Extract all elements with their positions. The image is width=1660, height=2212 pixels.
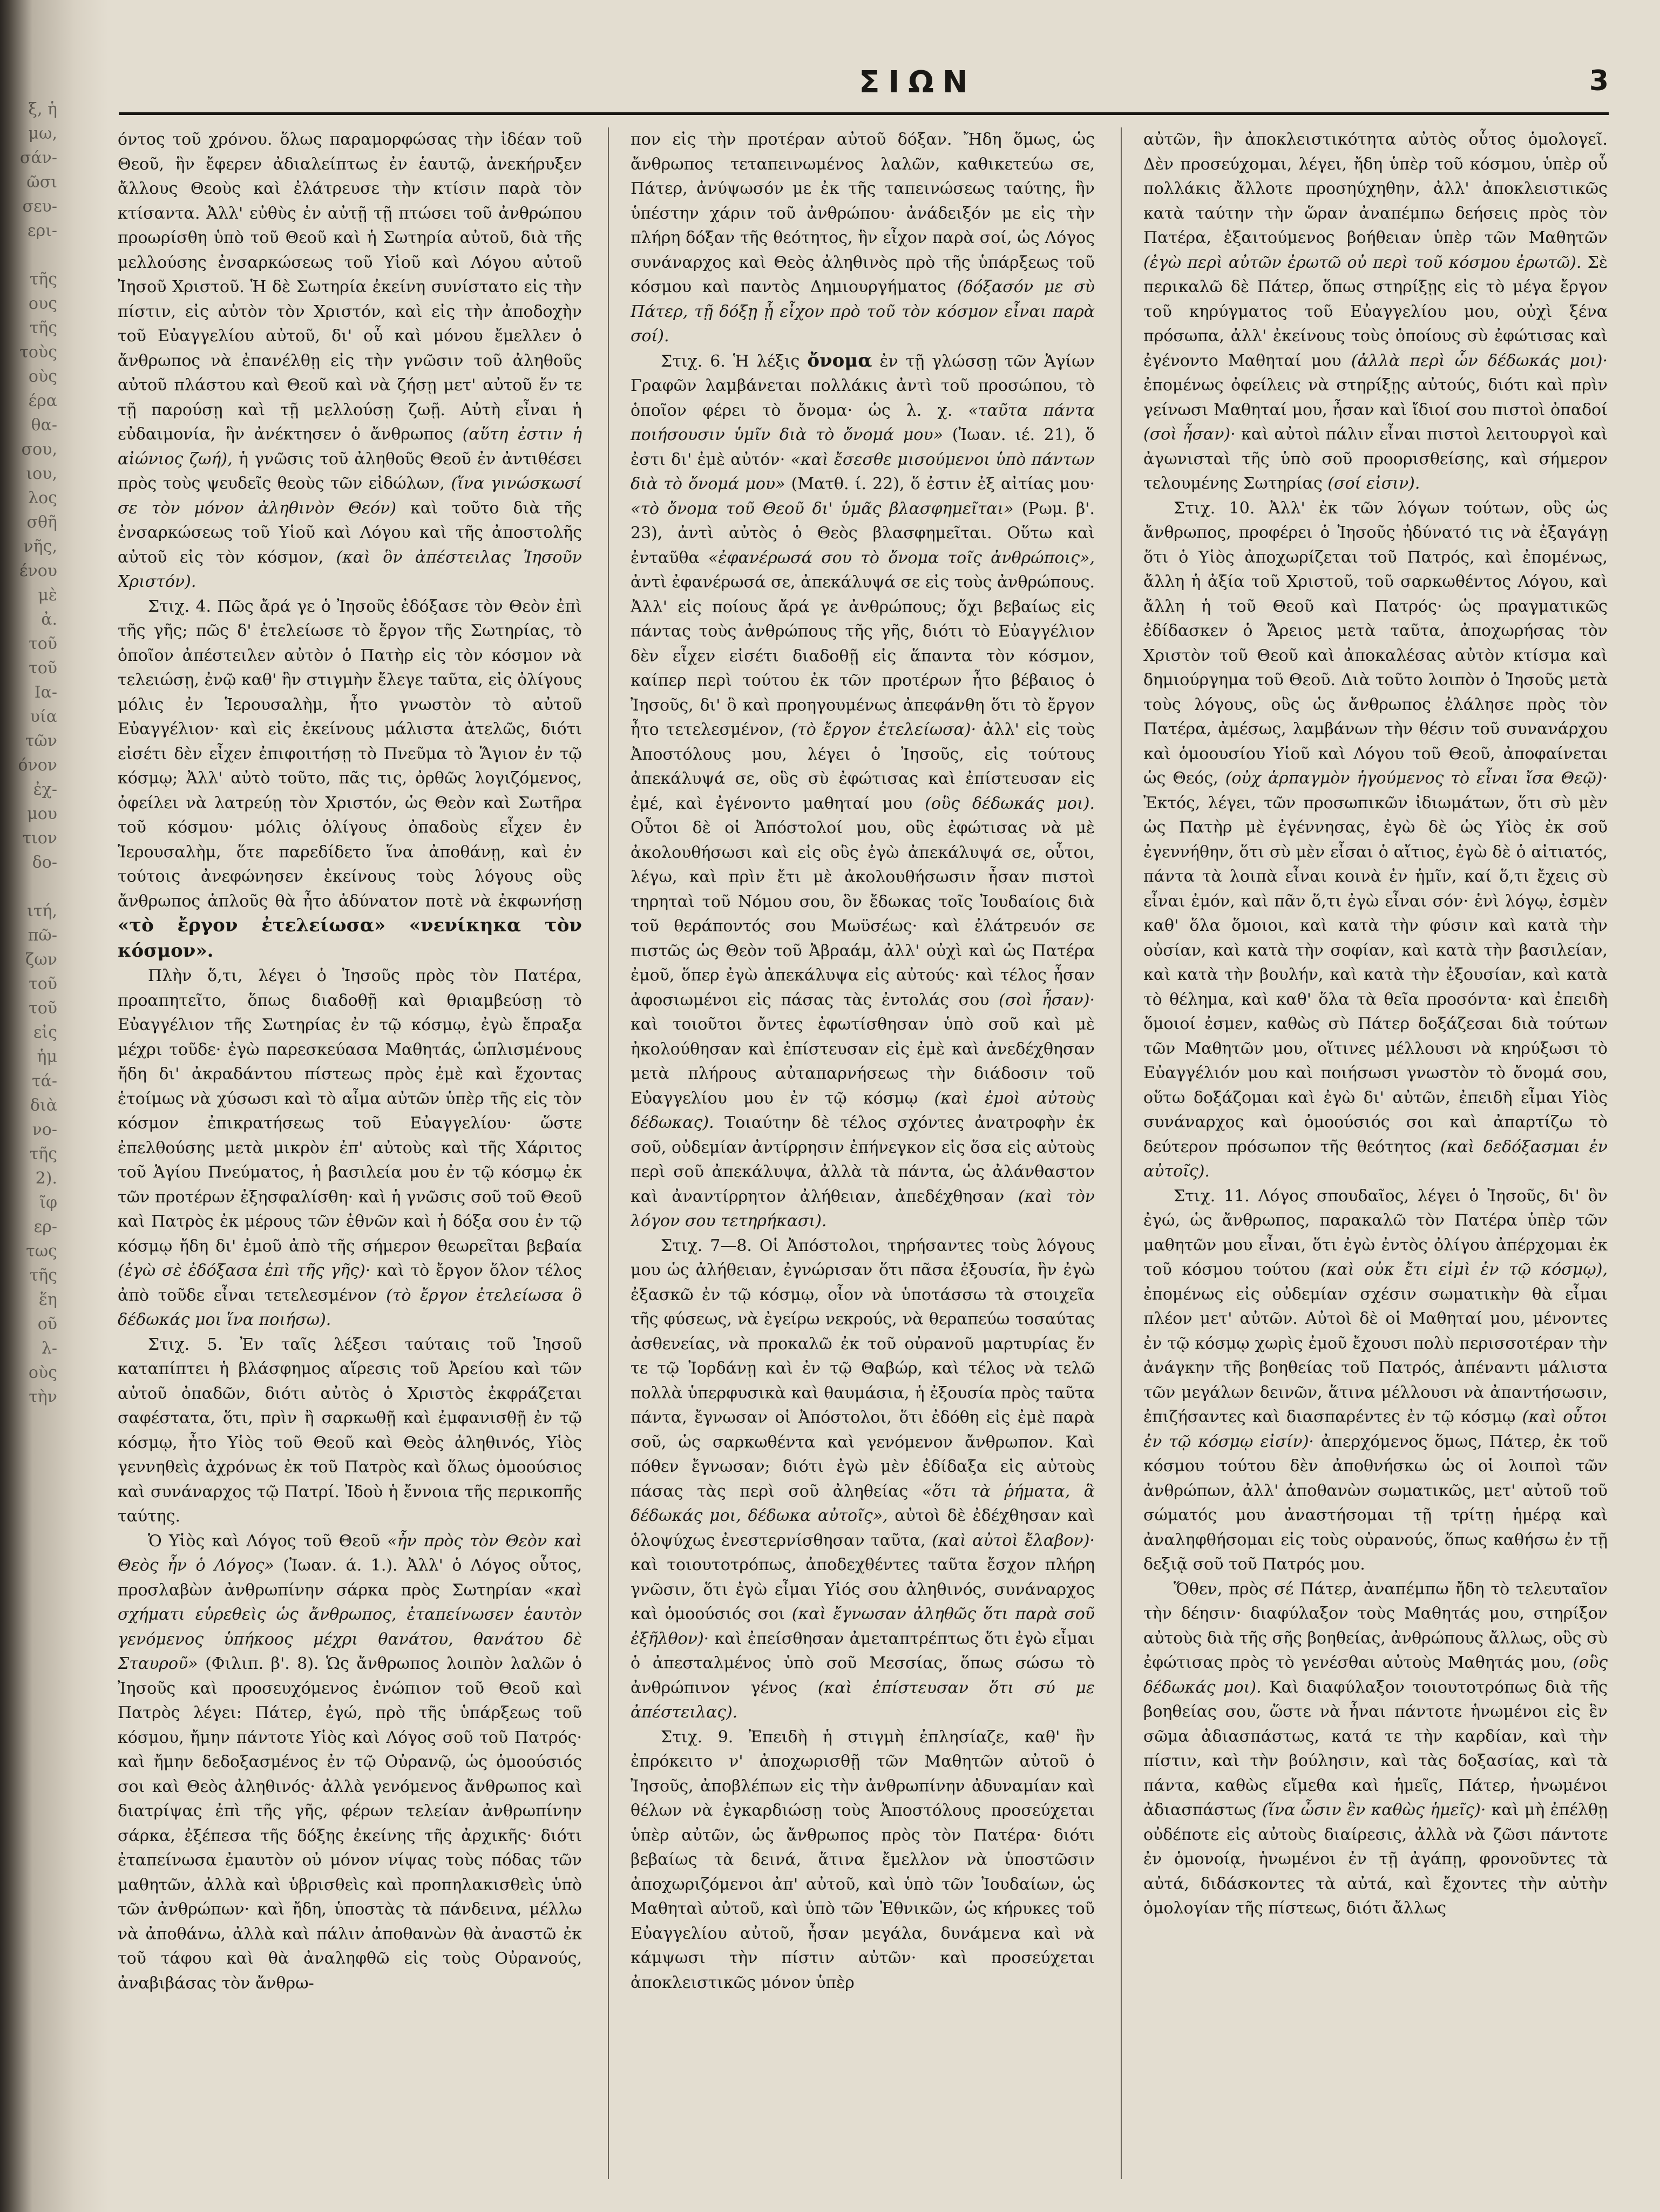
page-number: 3 [1589,65,1609,97]
previous-page-edge [0,0,59,2212]
column-2 [631,127,1095,2190]
column-divider [1121,127,1122,2179]
paragraph: Στιχ. 6. Ἡ λέξις ὄνομα ἐν τῇ γλώσσῃ τῶν Ἁγίων Γραφῶν λαμβάνεται πολλάκις ἀντὶ τοῦ προσώπου, τὸ ὁποῖον φέρει τὸ ὄνομα· ὡς λ. χ. «ταῦτα πάντα ποιήσουσιν ὑμῖν διὰ τὸ ὄνομά μου» (Ἰωαν. ιέ. 21), ὅ ἐστι δι' ἐμὲ αὐτόν· «καὶ ἔσεσθε μισούμενοι ὑπὸ πάντων διὰ τὸ ὄνομά μου» (Ματθ. ί. 22), ὅ ἐστιν ἐξ αἰτίας μου· «τὸ ὄνομα τοῦ Θεοῦ δι' ὑμᾶς βλασφημεῖται» (Ρωμ. β'. 23), ἀντὶ αὐτὸς ὁ Θεὸς βλασφημεῖται. Οὕτω καὶ ἐνταῦθα «ἐφανέρωσά σου τὸ ὄνομα τοῖς ἀνθρώποις», ἀντὶ ἐφανέρωσά σε, ἀπεκάλυψά σε εἰς τοὺς ἀνθρώπους. Ἀλλ' εἰς ποίους ἄρά γε ἀνθρώπους; ὄχι βεβαίως εἰς πάντας τοὺς ἀνθρώπους τῆς γῆς, διότι τὸ Εὐαγγέλιον δὲν εἶχεν εἰσέτι διαδοθῇ εἰς ἅπαντα τὸν κόσμον, καίπερ περὶ τούτου ἐκ τῶν προτέρων ἦτο βέβαιος ὁ Ἰησοῦς, δι' ὃ καὶ προηγουμένως ἀπεφάνθη ὅτι τὸ ἔργον ἦτο τετελεσμένον, (τὸ ἔργον ἐτελείωσα)· ἀλλ' εἰς τοὺς Ἀποστόλους μου, λέγει ὁ Ἰησοῦς, εἰς τούτους ἀπεκάλυψά σε, οὓς σὺ ἐφώτισας καὶ ἐπίστευσαν εἰς ἐμέ, καὶ ἐγένοντο μαθηταί μου (οὓς δέδωκάς μοι). Οὗτοι δὲ οἱ Ἀπόστολοί μου, οὓς ἐφώτισας νὰ μὲ ἀκολουθήσωσι καὶ εἰς οὓς ἐγὼ ἀπεκάλυψά σε, οὗτοι, λέγω, καὶ πρὶν ἔτι μὲ ἀκολουθήσωσιν ἦσαν πιστοὶ τηρηταὶ τοῦ Νόμου σου, ὃν ἔδωκας τοῖς Ἰουδαίοις διὰ τοῦ θεράποντός σου Μωϋσέως· καὶ ἐλάτρευόν σε πιστῶς ὡς Θεὸν τοῦ Ἀβραάμ, ἀλλ' οὐχὶ καὶ ὡς Πατέρα ἐμοῦ, ὅπερ ἐγὼ ἀπεκάλυψα εἰς αὐτούς· καὶ τέλος ἦσαν ἀφοσιωμένοι εἰς πάσας τὰς ἐντολάς σου (σοὶ ἦσαν)· καὶ τοιοῦτοι ὄντες ἐφωτίσθησαν ὑπὸ σοῦ καὶ μὲ ἠκολούθησαν καὶ ἐπίστευσαν εἰς ἐμὲ καὶ ἀνεδέχθησαν μετὰ πλήρους αὐταπαρνήσεως τὴν διάδοσιν τοῦ Εὐαγγελίου μου ἐν τῷ κόσμῳ (καὶ ἐμοὶ αὐτοὺς δέδωκας). Τοιαύτην δὲ τέλος σχόντες ἀνατροφὴν ἐκ σοῦ, οὐδεμίαν ἀντίρρησιν ἐπήνεγκον εἰς ὅσα εἰς αὐτοὺς περὶ σοῦ ἀπεκάλυψα, ἀλλὰ τὰ πάντα, ὡς ἀλάνθαστον καὶ ἀναντίρρητον ἀλήθειαν, ἀπεδέχθησαν (καὶ τὸν λόγον σου τετηρήκασι). [631,349,1095,1230]
newspaper-title: ΣΙΩΝ [859,65,977,100]
paragraph: πον εἰς τὴν προτέραν αὐτοῦ δόξαν. Ἤδη ὅμως, ὡς ἄνθρωπος τεταπεινωμένος λαλῶν, καθικετεύω σε, Πάτερ, ἀνύψωσόν με ἐκ τῆς ταπεινώσεως ταύτης, ἣν ὑπέστην χάριν τοῦ ἀνθρώπου· ἀνάδειξόν με εἰς τὴν πλήρη δόξαν τῆς θεότητος, ἣν εἶχον παρὰ σοί, ὡς Λόγος συνάναρχος καὶ Θεὸς ἀληθινὸς πρὸ τῆς ὑπάρξεως τοῦ κόσμου καὶ παντὸς Δημιουργήματος (δόξασόν με σὺ Πάτερ, τῇ δόξῃ ᾗ εἶχον πρὸ τοῦ τὸν κόσμον εἶναι παρὰ σοί). [631,130,1095,346]
paragraph: Ὅθεν, πρὸς σέ Πάτερ, ἀναπέμπω ἤδη τὸ τελευταῖον τὴν δέησιν· διαφύλαξον τοὺς Μαθητάς μου, στηρίξον αὐτοὺς διὰ τῆς σῆς βοηθείας, ἀνθρώπους ἄλλως, οὓς σὺ ἐφώτισας πρὸς τὸ γενέσθαι αὐτοὺς Μαθητάς μου, (οὓς δέδωκάς μοι). Καὶ διαφύλαξον τοιουτοτρόπως διὰ τῆς βοηθείας σου, ὥστε νὰ ἦναι πάντοτε ἡνωμένοι εἰς ἓν σῶμα ἀδιασπάστως, κατά τε τὴν καρδίαν, καὶ τὴν πίστιν, καὶ τὴν βούλησιν, καὶ τὰς δοξασίας, καὶ τὰ πάντα, καθὼς εἴμεθα καὶ ἡμεῖς, Πάτερ, ἡνωμένοι ἀδιασπάστως (ἵνα ὦσιν ἓν καθὼς ἡμεῖς)· καὶ μὴ ἐπέλθῃ οὐδέποτε εἰς αὐτοὺς διαίρεσις, ἀλλὰ νὰ ζῶσι πάντοτε ἐν ὁμονοίᾳ, ἡνωμένοι ἐν τῇ ἀγάπῃ, φρονοῦντες τὰ αὐτά, διδάσκοντες τὰ αὐτά, καὶ ἔχοντες τὴν αὐτὴν ὁμολογίαν τῆς πίστεως, διότι ἄλλως [1143,1579,1608,1918]
paragraph: αὐτῶν, ἣν ἀποκλειστικότητα αὐτὸς οὗτος ὁμολογεῖ. Δὲν προσεύχομαι, λέγει, ἤδη ὑπὲρ τοῦ κόσμου, ὑπὲρ οὗ πολλάκις ἄλλοτε προσηύχηθην, ἀλλ' ἀποκλειστικῶς κατὰ ταύτην τὴν ὥραν ἀναπέμπω δεήσεις πρὸς τὸν Πατέρα, ἐξαιτούμενος βοήθειαν ὑπὲρ τῶν Μαθητῶν (ἐγὼ περὶ αὐτῶν ἐρωτῶ οὐ περὶ τοῦ κόσμου ἐρωτῶ). Σὲ περικαλῶ δὲ Πάτερ, ὅπως στηρίξῃς εἰς τὸ μέγα ἔργον τοῦ κηρύγματος τοῦ Εὐαγγελίου μου, οὐχὶ ξένα πρόσωπα, ἀλλ' ἐκείνους τοὺς ὁποίους σὺ ἐφώτισας καὶ ἐγένοντο Μαθηταί μου (ἀλλὰ περὶ ὧν δέδωκάς μοι)· ἐπομένως ὀφείλεις νὰ στηρίξῃς αὐτούς, διότι καὶ πρὶν γείνωσι Μαθηταί μου, ἦσαν καὶ ἴδιοί σου πιστοὶ ὀπαδοί (σοὶ ἦσαν)· καὶ αὐτοὶ πάλιν εἶναι πιστοὶ λειτουργοὶ καὶ ἀγωνισταὶ τῆς ὑπὸ σοῦ προορισθείσης, καὶ σήμερον τελουμένης Σωτηρίας (σοί εἰσιν). [1143,130,1608,493]
header-rule [119,112,1609,115]
paragraph: Ὁ Υἱὸς καὶ Λόγος τοῦ Θεοῦ «ἦν πρὸς τὸν Θεὸν καὶ Θεὸς ἦν ὁ Λόγος» (Ἰωαν. ά. 1.). Ἀλλ' ὁ Λόγος οὗτος, προσλαβὼν ἀνθρωπίνην σάρκα πρὸς Σωτηρίαν «καὶ σχήματι εὑρεθεὶς ὡς ἄνθρωπος, ἐταπείνωσεν ἑαυτὸν γενόμενος ὑπήκοος μέχρι θανάτου, θανάτου δὲ Σταυροῦ» (Φιλιπ. β'. 8). Ὡς ἄνθρωπος λοιπὸν λαλῶν ὁ Ἰησοῦς καὶ προσευχόμενος ἐνώπιον τοῦ Θεοῦ καὶ Πατρὸς λέγει: Πάτερ, ἐγώ, πρὸ τῆς ὑπάρξεως τοῦ κόσμου, ἤμην πάντοτε Υἱὸς καὶ Λόγος σοῦ τοῦ Πατρός· καὶ ἤμην δεδοξασμένος ἐν τῷ Οὐρανῷ, ὡς ὁμοούσιός σοι καὶ Θεὸς ἀληθινός· ἀλλὰ γενόμενος ἄνθρωπος καὶ διατρίψας ἐπὶ τῆς γῆς, φέρων τελείαν ἀνθρωπίνην σάρκα, ἐξέπεσα τῆς δόξης ἐκείνης τῆς ἀρχικῆς· διότι ἐταπείνωσα ἐμαυτὸν οὐ μόνον νίψας τοὺς πόδας τῶν μαθητῶν, ἀλλὰ καὶ ὑβρισθεὶς καὶ προπηλακισθεὶς ὑπὸ τῶν ἀνθρώπων· καὶ ἤδη, ὑποστὰς τὰ πάνδεινα, μέλλω νὰ ἀποθάνω, ἀλλὰ καὶ πάλιν ἀποθανὼν θὰ ἀναστῶ ἐκ τοῦ τάφου καὶ θὰ ἀναληφθῶ εἰς τοὺς Οὐρανούς, ἀναβιβάσας τὸν ἄνθρω- [118,1531,582,1993]
paragraph: Στιχ. 11. Λόγος σπουδαῖος, λέγει ὁ Ἰησοῦς, δι' ὃν ἐγώ, ὡς ἄνθρωπος, παρακαλῶ τὸν Πατέρα ὑπὲρ τῶν μαθητῶν μου εἶναι, ὅτι ἐγὼ ἐντὸς ὀλίγου ἀπέρχομαι ἐκ τοῦ κόσμου τούτου (καὶ οὐκ ἔτι εἰμὶ ἐν τῷ κόσμῳ), ἐπομένως εἰς οὐδεμίαν σχέσιν σωματικὴν θὰ εἶμαι πλέον μετ' αὐτῶν. Αὐτοὶ δὲ οἱ Μαθηταί μου, μένοντες ἐν τῷ κόσμῳ χωρὶς ἐμοῦ ἔχουσι πολὺ περισσοτέραν τὴν ἀνάγκην τῆς βοηθείας τοῦ Πατρός, ἀπέναντι μάλιστα τῶν μεγάλων δεινῶν, ἅτινα μέλλουσι νὰ ἀπαντήσωσιν, ἐπιζήσαντες καὶ διασπαρέντες ἐν τῷ κόσμῳ (καὶ οὗτοι ἐν τῷ κόσμῳ εἰσίν)· ἀπερχόμενος ὅμως, Πάτερ, ἐκ τοῦ κόσμου τούτου δὲν ἀποθνήσκω ὡς οἱ λοιποὶ τῶν ἀνθρώπων, ἀλλ' ἀποθανὼν σωματικῶς, μετ' αὐτοῦ τοῦ σώματός μου ἀναστήσομαι τῇ τρίτῃ ἡμέρᾳ καὶ ἀναληφθήσομαι εἰς τοὺς οὐρανούς, ὅπως καθήσω ἐν τῇ δεξιᾷ σοῦ τοῦ Πατρός μου. [1143,1186,1608,1574]
edge-text: ξ, ἡ μω, σάν- ῶσι σευ- ερι- τῆς ους τῆς τοὺς οὺς έρα θα- σου, ιου, λος σθῆ νῆς, ένου μὲ ἀ. τοῦ τοῦ Ια- υία τῶν όνον ἐχ- μου τιον δο- ιτή, πῶ- ζων τοῦ τοῦ εἰς ἡμ τά- διὰ νο- τῆς 2). ῖφ ερ- τως τῆς ἕη οῦ λ- οὺς τὴν [18,100,57,1406]
page-header [119,65,1609,108]
paragraph: Στιχ. 9. Ἐπειδὴ ἡ στιγμὴ ἐπλησίαζε, καθ' ἣν ἐπρόκειτο ν' ἀποχωρισθῇ τῶν Μαθητῶν αὐτοῦ ὁ Ἰησοῦς, ἀποβλέπων εἰς τὴν ἀνθρωπίνην ἀδυναμίαν καὶ θέλων νὰ ἐγκαρδιώσῃ τοὺς Ἀποστόλους προσεύχεται ὑπὲρ αὐτῶν, ὡς ἄνθρωπος πρὸς τὸν Πατέρα· διότι βεβαίως τὰ δεινά, ἅτινα ἔμελλον νὰ ὑποστῶσιν ἀποχωριζόμενοι ἀπ' αὐτοῦ, καὶ ὑπὸ τῶν Ἰουδαίων, ὡς Μαθηταὶ αὐτοῦ, καὶ ὑπὸ τῶν Ἐθνικῶν, ὡς κήρυκες τοῦ Εὐαγγελίου αὐτοῦ, ἦσαν μεγάλα, δυνάμενα καὶ νὰ κάμψωσι τὴν πίστιν αὐτῶν· καὶ προσεύχεται ἀποκλειστικῶς μόνον ὑπὲρ [631,1727,1095,1992]
paragraph: Στιχ. 5. Ἐν ταῖς λέξεσι ταύταις τοῦ Ἰησοῦ καταπίπτει ἡ βλάσφημος αἵρεσις τοῦ Ἀρείου καὶ τῶν αὐτοῦ ὀπαδῶν, διότι αὐτὸς ὁ Χριστὸς ἐκφράζεται σαφέστατα, ὅτι, πρὶν ἢ σαρκωθῇ καὶ ἐμφανισθῇ ἐν τῷ κόσμῳ, ἦτο Υἱὸς τοῦ Θεοῦ καὶ Θεὸς ἀληθινός, Υἱὸς γεννηθεὶς ἀχρόνως ἐκ τοῦ Πατρὸς καὶ ὅλως ὁμοούσιος καὶ συνάναρχος τῷ Πατρί. Ἰδοὺ ἡ ἔννοια τῆς περικοπῆς ταύτης. [118,1335,582,1526]
paragraph: Στιχ. 7—8. Οἱ Ἀπόστολοι, τηρήσαντες τοὺς λόγους μου ὡς ἀλήθειαν, ἐγνώρισαν ὅτι πᾶσα ἐξουσία, ἣν ἐγὼ ἐξασκῶ ἐν τῷ κόσμῳ, οἷον νὰ ὑποτάσσω τὰ στοιχεῖα τῆς φύσεως, νὰ ἐγείρω νεκρούς, νὰ θεραπεύω τοσαύτας ἀσθενείας, νὰ προκαλῶ ἐκ τοῦ οὐρανοῦ μαρτυρίας ἔν τε τῷ Ἰορδάνῃ καὶ ἐν τῷ Θαβώρ, καὶ τέλος νὰ τελῶ πολλὰ ὑπερφυσικὰ καὶ θαυμάσια, ἡ ἐξουσία πρὸς ταῦτα πάντα, ἔγνωσαν οἱ Ἀπόστολοι, ὅτι ἐδόθη εἰς ἐμὲ παρὰ σοῦ, ὡς σαρκωθέντα καὶ γενόμενον ἄνθρωπον. Καὶ πόθεν ἔγνωσαν; διότι ἐγὼ μὲν ἐδίδαξα εἰς αὐτοὺς πάσας τὰς περὶ σοῦ ἀληθείας «ὅτι τὰ ῥήματα, ἃ δέδωκάς μοι, δέδωκα αὐτοῖς», αὐτοὶ δὲ ἐδέχθησαν καὶ ὁλοψύχως ἐνεστερνίσθησαν ταῦτα, (καὶ αὐτοὶ ἔλαβον)· καὶ τοιουτοτρόπως, ἀποδεχθέντες ταῦτα ἔσχον πλήρη γνῶσιν, ὅτι ἐγὼ εἶμαι Υἱός σου ἀληθινός, συνάναρχος καὶ ὁμοούσιός σοι (καὶ ἔγνωσαν ἀληθῶς ὅτι παρὰ σοῦ ἐξῆλθον)· καὶ ἐπείσθησαν ἀμεταπτρέπτως ὅτι ἐγὼ εἶμαι ὁ ἀπεσταλμένος ὑπὸ σοῦ Μεσσίας, ὅπως σώσω τὸ ἀνθρώπινον γένος (καὶ ἐπίστευσαν ὅτι σύ με ἀπέστειλας). [631,1236,1095,1722]
column-divider [608,127,609,2179]
paragraph: Πλὴν ὅ,τι, λέγει ὁ Ἰησοῦς πρὸς τὸν Πατέρα, προαπητεῖτο, ὅπως διαδοθῇ καὶ θριαμβεύσῃ τὸ Εὐαγγέλιον τῆς Σωτηρίας ἐν τῷ κόσμῳ, ἐγὼ ἔπραξα μέχρι τοῦδε· ἐγὼ παρεσκεύασα Μαθητάς, ὡπλισμένους ἤδη δι' ἀκραδάντου πίστεως πρὸς ἐμὲ καὶ ἔχοντας ἑτοίμως νὰ χύσωσι καὶ τὸ αἷμα αὐτῶν ὑπὲρ τῆς εἰς τὸν κόσμον ἐπικρατήσεως τοῦ Εὐαγγελίου· ὥστε ἐπελθούσης μετὰ μικρὸν ἐπ' αὐτοὺς καὶ τῆς Χάριτος τοῦ Ἁγίου Πνεύματος, ἡ βασιλεία μου ἐν τῷ κόσμῳ ἐκ τῶν προτέρων ἐξησφαλίσθη· καὶ ἡ γνῶσις σοῦ τοῦ Θεοῦ καὶ Πατρὸς ἐκ μέρους τῶν ἐθνῶν καὶ ἡ δόξα σου ἐν τῷ κόσμῳ ἤδη δι' ἐμοῦ ἀπὸ τῆς σήμερον θεωρεῖται βεβαία (ἐγὼ σὲ ἐδόξασα ἐπὶ τῆς γῆς)· καὶ τὸ ἔργον ὅλον τέλος ἀπὸ τοῦδε εἶναι τετελεσμένον (τὸ ἔργον ἐτελείωσα ὃ δέδωκάς μοι ἵνα ποιήσω). [118,966,582,1329]
paragraph: όντος τοῦ χρόνου. ὅλως παραμορφώσας τὴν ἰδέαν τοῦ Θεοῦ, ἣν ἔφερεν ἀδιαλείπτως ἐν ἑαυτῷ, ἀνεκήρυξεν ἄλλους Θεοὺς καὶ ἐλάτρευσε τὴν κτίσιν παρὰ τὸν κτίσαντα. Ἀλλ' εὐθὺς ἐν αὐτῇ τῇ πτώσει τοῦ ἀνθρώπου προωρίσθη ὑπὸ τοῦ Θεοῦ καὶ ἡ Σωτηρία αὐτοῦ, διὰ τῆς μελλούσης ἐνσαρκώσεως τοῦ Υἱοῦ καὶ Λόγου αὐτοῦ Ἰησοῦ Χριστοῦ. Ἡ δὲ Σωτηρία ἐκείνη συνίστατο εἰς τὴν πίστιν, εἰς αὐτὸν τὸν Χριστόν, καὶ εἰς τὴν ἀποδοχὴν τοῦ Εὐαγγελίου αὐτοῦ, δι' οὗ καὶ μόνου ἔμελλεν ὁ ἄνθρωπος νὰ ἐπανέλθῃ εἰς τὴν γνῶσιν τοῦ ἀληθοῦς αὐτοῦ πλάστου καὶ Θεοῦ καὶ νὰ ζήσῃ μετ' αὐτοῦ ἔν τε τῇ παρούσῃ καὶ τῇ μελλούσῃ ζωῇ. Αὐτὴ εἶναι ἡ εὐδαιμονία, ἣν ἀνέκτησεν ὁ ἄνθρωπος (αὕτη ἐστιν ἡ αἰώνιος ζωή), ἡ γνῶσις τοῦ ἀληθοῦς Θεοῦ ἐν ἀντιθέσει πρὸς τοὺς ψευδεῖς θεοὺς τῶν εἰδώλων, (ἵνα γινώσκωσί σε τὸν μόνον ἀληθινὸν Θεόν) καὶ τοῦτο διὰ τῆς ἐνσαρκώσεως τοῦ Υἱοῦ καὶ Λόγου καὶ τῆς ἀποστολῆς αὐτοῦ εἰς τὸν κόσμον, (καὶ ὃν ἀπέστειλας Ἰησοῦν Χριστόν). [118,130,582,591]
column-1 [118,127,582,2190]
paragraph: Στιχ. 10. Ἀλλ' ἐκ τῶν λόγων τούτων, οὓς ὡς ἄνθρωπος, προφέρει ὁ Ἰησοῦς ἠδύνατό τις νὰ ἐξαγάγῃ ὅτι ὁ Υἱὸς ἀποχωρίζεται τοῦ Πατρός, καὶ ἐπομένως, ἄλλη ἡ ἀξία τοῦ Χριστοῦ, τοῦ σαρκωθέντος Λόγου, καὶ ἄλλη ἡ τοῦ Θεοῦ καὶ Πατρός· ὡς πραγματικῶς ἐδίδασκεν ὁ Ἄρειος μετὰ ταῦτα, ἀποχωρήσας τὸν Χριστὸν τοῦ Θεοῦ καὶ ἀποκαλέσας αὐτὸν κτίσμα καὶ δημιούργημα τοῦ Θεοῦ. Διὰ τοῦτο λοιπὸν ὁ Ἰησοῦς μετὰ τοὺς λόγους, οὓς ὡς ἄνθρωπος ἐλάλησε πρὸς τὸν Πατέρα, ἀμέσως, λαμβάνων τὴν θέσιν τοῦ συνανάρχου καὶ ὁμοουσίου Υἱοῦ καὶ Λόγου τοῦ Θεοῦ, ἀποφαίνεται ὡς Θεός, (οὐχ ἁρπαγμὸν ἡγούμενος τὸ εἶναι ἴσα Θεῷ)· Ἐκτός, λέγει, τῶν προσωπικῶν ἰδιωμάτων, ὅτι σὺ μὲν ὡς Πατὴρ μὲ ἐγέννησας, ἐγὼ δὲ ὡς Υἱὸς ἐκ σοῦ ἐγεννήθην, ὅτι σὺ μὲν εἶσαι ὁ αἴτιος, ἐγὼ δὲ ὁ αἰτιατός, πάντα τὰ λοιπὰ εἶναι κοινὰ ἐν ἡμῖν, καί ὅ,τι ἔχεις σὺ εἶναι ἐμόν, καὶ πᾶν ὅ,τι ἐγὼ εἶναι σόν· ἑνὶ λόγῳ, ἐσμὲν καθ' ὅλα ὅμοιοι, καὶ κατὰ τὴν φύσιν καὶ κατὰ τὴν οὐσίαν, καὶ κατὰ τὴν σοφίαν, καὶ κατὰ τὴν βασιλείαν, καὶ κατὰ τὴν βουλήν, καὶ κατὰ τὴν ἐξουσίαν, καὶ κατὰ τὸ θέλημα, καὶ καθ' ὅλα τὰ θεῖα προσόντα· καὶ ἐπειδὴ ὅμοιοί ἐσμεν, καθὼς σὺ Πάτερ δοξάζεσαι διὰ τούτων τῶν Μαθητῶν μου, οἵτινες μέλλουσι νὰ κηρύξωσι τὸ Εὐαγγέλιόν μου καὶ ποιήσωσι γνωστὸν τὸ ὄνομά σου, οὕτω δοξάζομαι καὶ ἐγὼ δι' αὐτῶν, ἐπειδὴ εἶμαι Υἱὸς συνάναρχος καὶ ὁμοούσιός σοι καὶ ἀπαρτίζω τὸ δεύτερον πρόσωπον τῆς θεότητος (καὶ δεδόξασμαι ἐν αὐτοῖς). [1143,498,1608,1181]
column-3 [1143,127,1608,2190]
paragraph: Στιχ. 4. Πῶς ἄρά γε ὁ Ἰησοῦς ἐδόξασε τὸν Θεὸν ἐπὶ τῆς γῆς; πῶς δ' ἐτελείωσε τὸ ἔργον τῆς Σωτηρίας, τὸ ὁποῖον ἀπέστειλεν αὐτὸν ὁ Πατὴρ εἰς τὸν κόσμον νὰ τελειώσῃ, ἐνῷ καθ' ἣν στιγμὴν ἔλεγε ταῦτα, εἰς ὀλίγους μόλις ἐν Ἱερουσαλὴμ, ἦτο γνωστὸν τὸ αὐτοῦ Εὐαγγέλιον· καὶ εἰς ἐκείνους μάλιστα ἀτελῶς, διότι εἰσέτι δὲν εἶχεν ἐπιφοιτήσῃ τὸ Πνεῦμα τὸ Ἅγιον ἐν τῷ κόσμῳ; Ἀλλ' αὐτὸ τοῦτο, πᾶς τις, ὀρθῶς λογιζόμενος, ὀφείλει νὰ λατρεύῃ τὸν Χριστόν, ὡς Θεὸν καὶ Σωτῆρα τοῦ κόσμου· μόλις ὀλίγους ὀπαδοὺς εἶχεν ἐν Ἱερουσαλὴμ, ὅτε παρεδίδετο ἵνα ἀποθάνῃ, καὶ ἐν τούτοις ἀνεφώνησεν ἐκείνους τοὺς λόγους οὓς ἄνθρωπος ἁπλοῦς θὰ ἦτο ἀδύνατον ποτὲ νὰ ἐκφωνήσῃ «τὸ ἔργον ἐτελείωσα» «νενίκηκα τὸν κόσμον». [118,597,582,962]
